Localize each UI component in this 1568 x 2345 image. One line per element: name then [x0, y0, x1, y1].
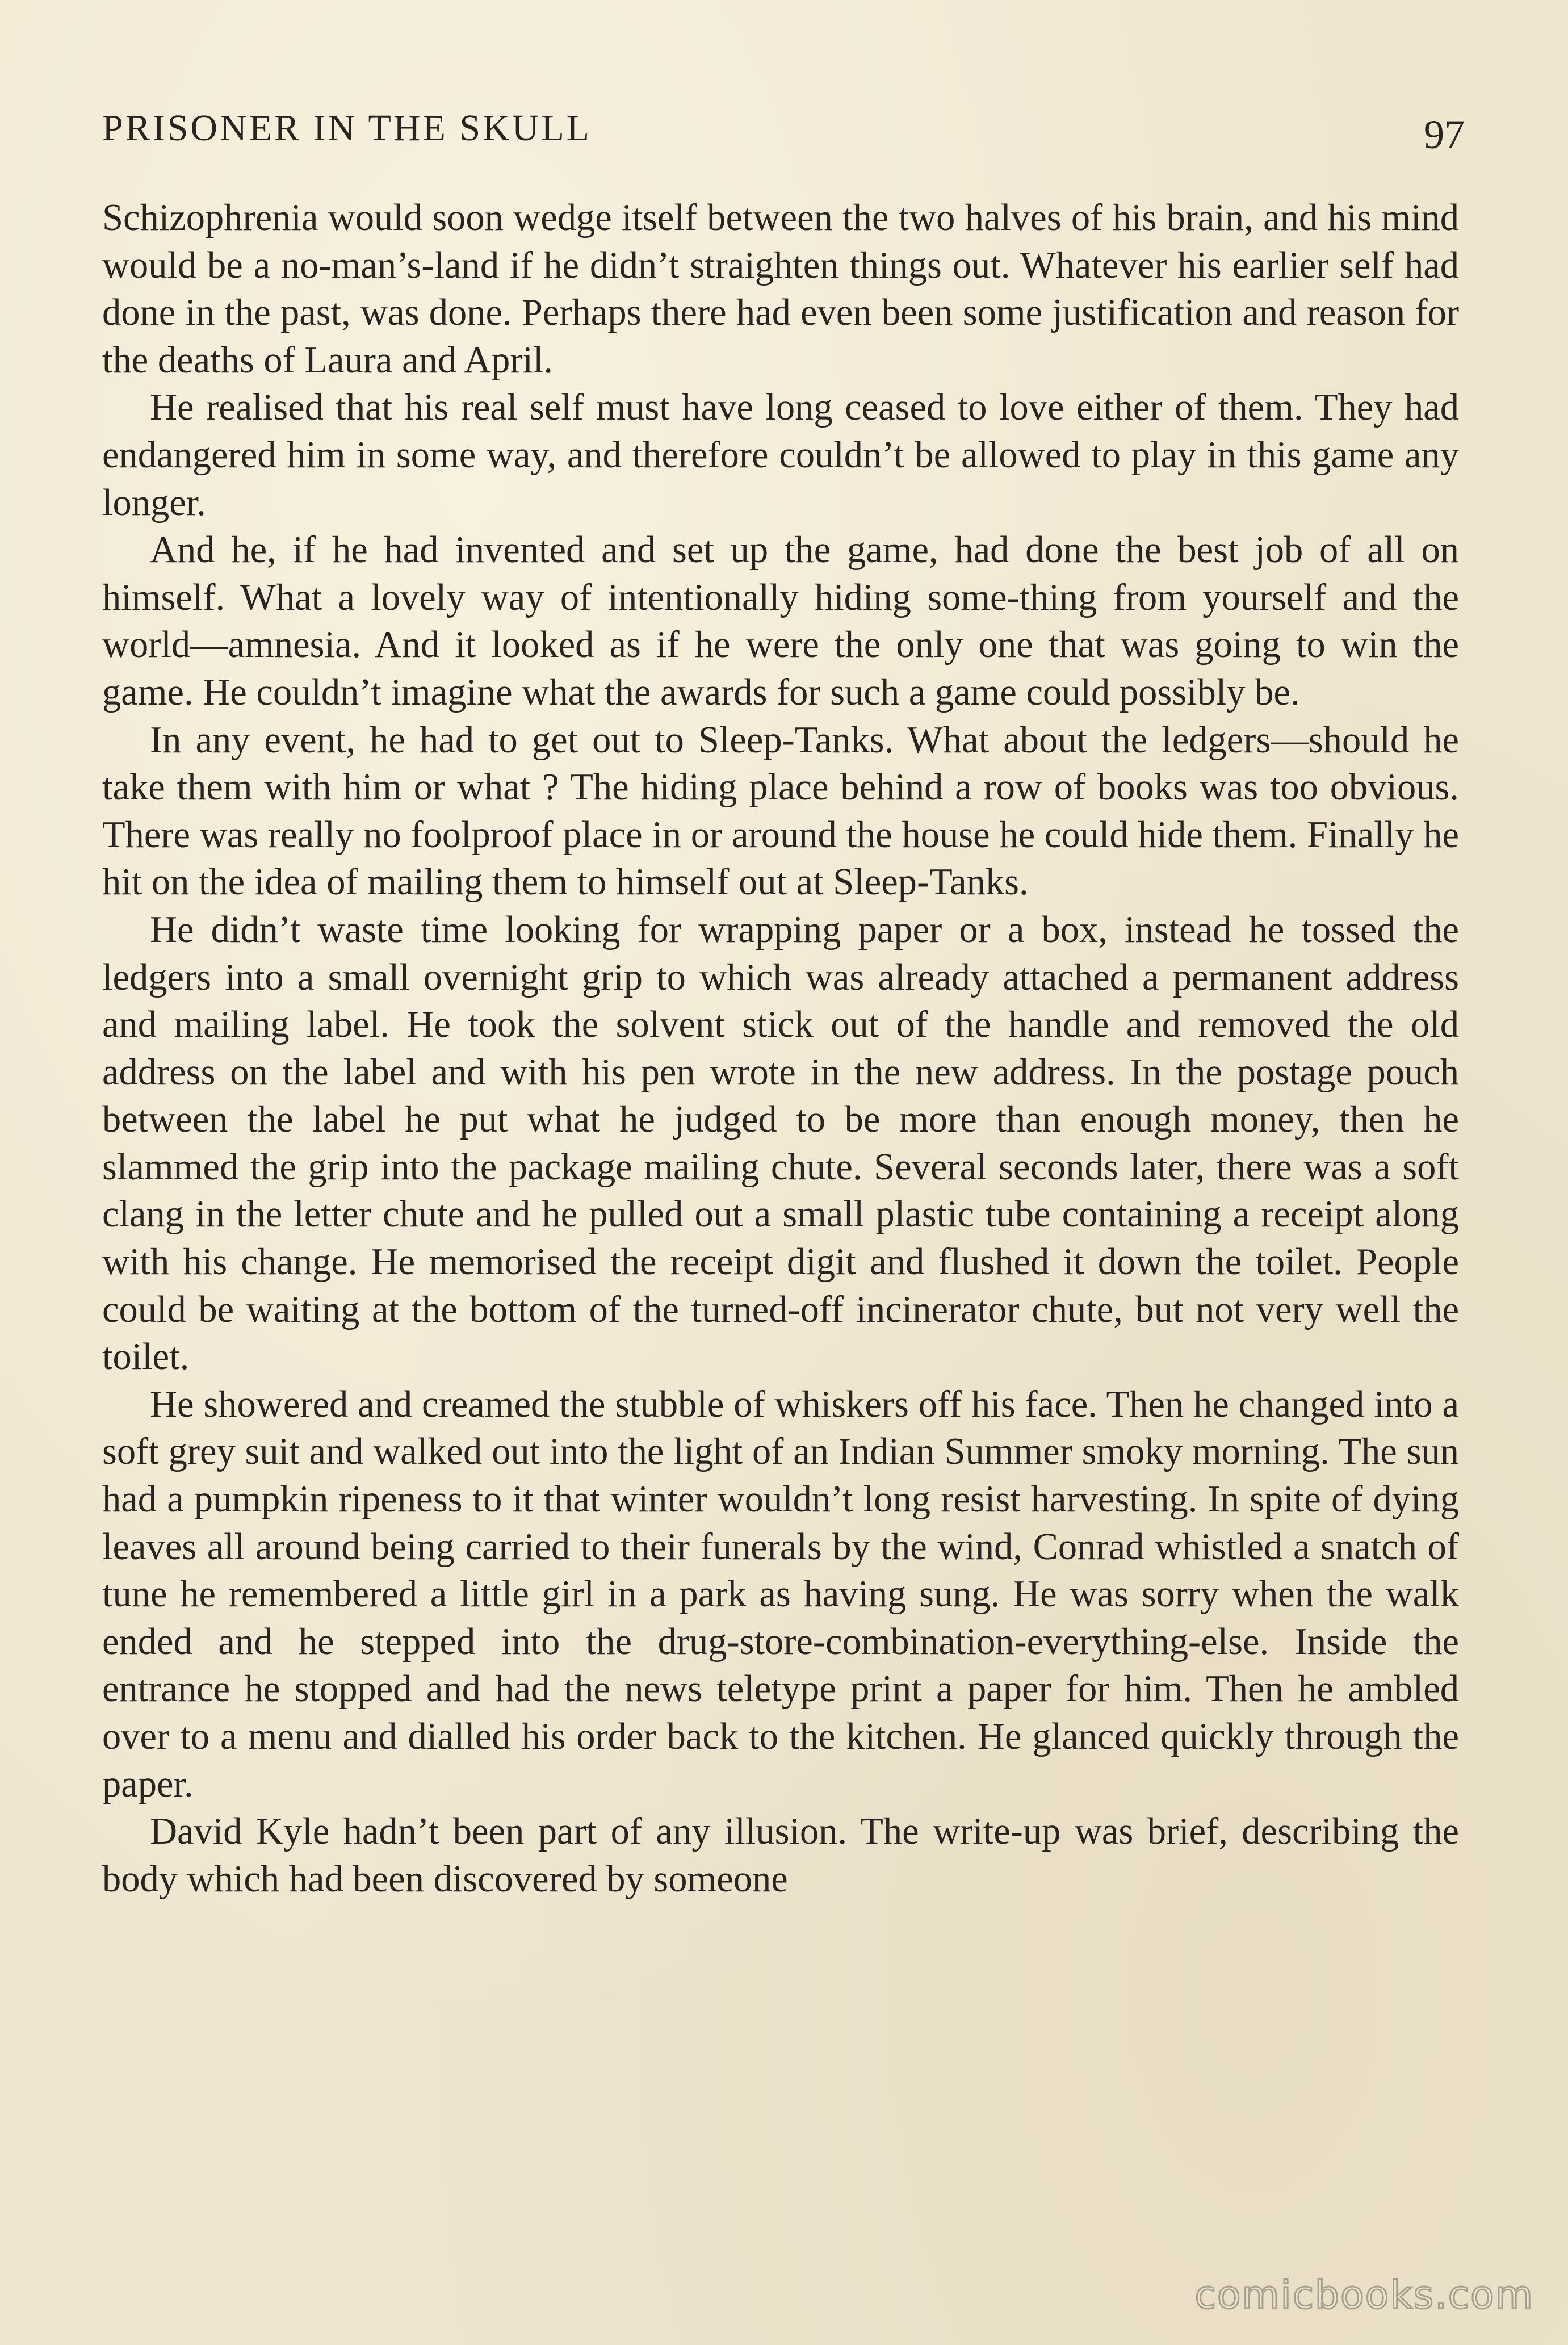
watermark: comicbooks.com — [1194, 2273, 1534, 2318]
paragraph: And he, if he had invented and set up the game, had done the best job of all on himself. What a lovely way of intentionally hiding some-thing from yourself and the world—amnesia. And it looked as if he were the only one that was going to win the game. He couldn’t imagine what the awards for such a game could possibly be. — [102, 529, 1459, 713]
paragraph: He showered and creamed the stubble of whiskers off his face. Then he changed into a soft grey suit and walked out into the light of an Indian Summer smoky morning. The sun had a pumpkin ripeness to it that winter wouldn’t long resist harvesting. In spite of dying leaves all around being carried to their funerals by the wind, Conrad whistled a snatch of tune he remembered a little girl in a park as having sung. He was sorry when the walk ended and he stepped into the drug-store-combination-everything-else. Inside the entrance he stopped and had the news teletype print a paper for him. Then he ambled over to a menu and dialled his order back to the kitchen. He glanced quickly through the paper. — [102, 1383, 1459, 1805]
paragraph: David Kyle hadn’t been part of any illusion. The write-up was brief, describing the body which had been discovered by someone — [102, 1811, 1459, 1900]
paragraph: Schizophrenia would soon wedge itself between the two halves of his brain, and his mind would be a no-man’s-land if he didn’t straighten things out. Whatever his earlier self had done in the past, was done. Perhaps there had even been some justification and reason for the deaths of Laura and April. — [102, 197, 1459, 381]
running-title: PRISONER IN THE SKULL — [102, 107, 592, 149]
page-number: 97 — [1424, 112, 1465, 157]
body-text — [102, 194, 1459, 1903]
running-head — [102, 107, 1465, 164]
paragraph: He realised that his real self must have long ceased to love either of them. They had endangered him in some way, and therefore couldn’t be allowed to play in this game any longer. — [102, 387, 1459, 524]
paragraph: In any event, he had to get out to Sleep-Tanks. What about the ledgers—should he take them with him or what ? The hiding place behind a row of books was too obvious. There was really no foolproof place in or around the house he could hide them. Finally he hit on the idea of mailing them to himself out at Sleep-Tanks. — [102, 719, 1459, 903]
paragraph: He didn’t waste time looking for wrapping paper or a box, instead he tossed the ledgers into a small overnight grip to which was already attached a permanent address and mailing label. He took the solvent stick out of the handle and removed the old address on the label and with his pen wrote in the new address. In the postage pouch between the label he put what he judged to be more than enough money, then he slammed the grip into the package mailing chute. Several seconds later, there was a soft clang in the letter chute and he pulled out a small plastic tube containing a receipt along with his change. He memorised the receipt digit and flushed it down the toilet. People could be waiting at the bottom of the turned-off incinerator chute, but not very well the toilet. — [102, 908, 1459, 1378]
